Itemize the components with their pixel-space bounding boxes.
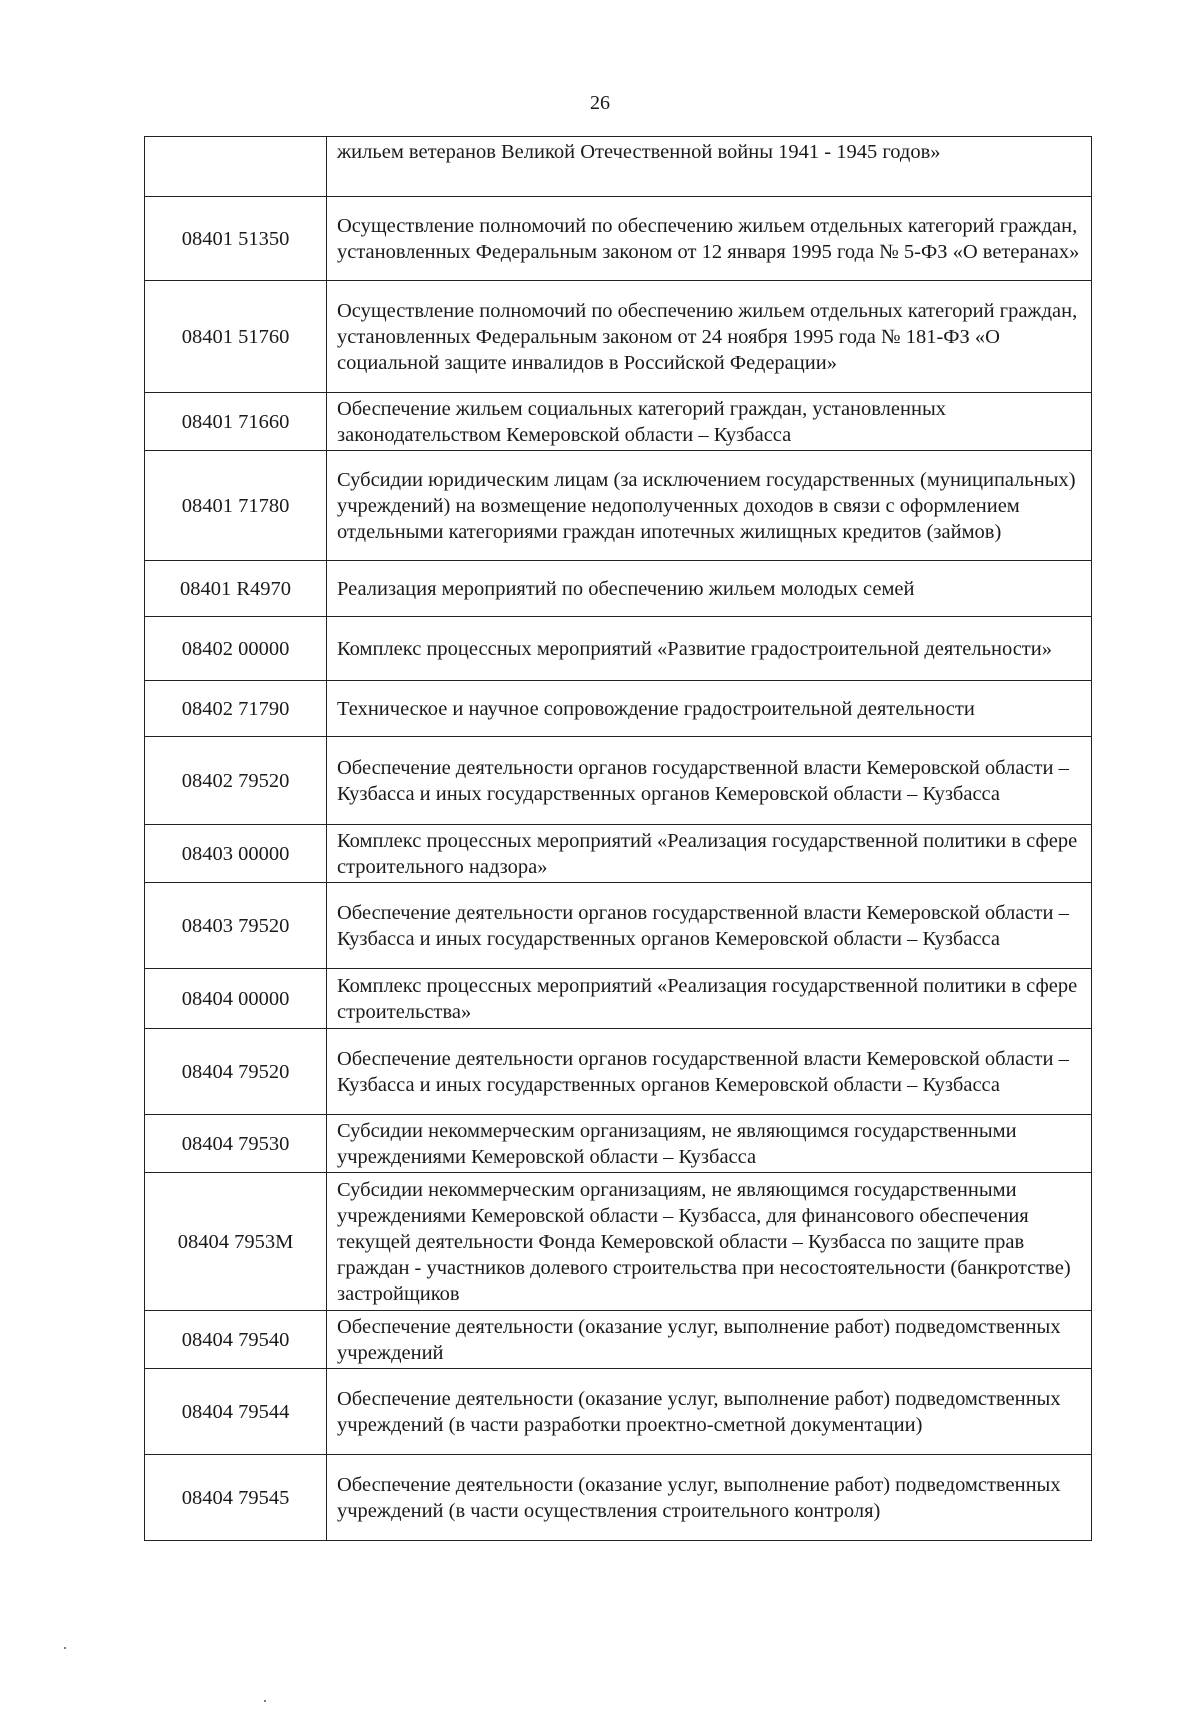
description-cell: Обеспечение деятельности органов государственной власти Кемеровской области – Кузбасса и иных государственных органов Кемеровской области – Кузбасса [327,883,1092,969]
description-cell: Обеспечение жильем социальных категорий граждан, установленных законодательством Кемеровской области – Кузбасса [327,393,1092,451]
description-cell: Субсидии юридическим лицам (за исключением государственных (муниципальных) учреждений) на возмещение недополученных доходов в связи с оформлением отдельными категориями граждан ипотечных жилищных кредитов (займов) [327,451,1092,561]
table-row [145,197,1092,281]
code-cell: 08402 71790 [145,681,327,737]
description-cell: Обеспечение деятельности органов государственной власти Кемеровской области – Кузбасса и иных государственных органов Кемеровской области – Кузбасса [327,1029,1092,1115]
table-row [145,281,1092,393]
code-cell: 08403 00000 [145,825,327,883]
table-row [145,1369,1092,1455]
table-row [145,825,1092,883]
code-cell: 08404 79520 [145,1029,327,1115]
description-cell: Реализация мероприятий по обеспечению жильем молодых семей [327,561,1092,617]
table-row [145,1311,1092,1369]
description-cell: Обеспечение деятельности (оказание услуг, выполнение работ) подведомственных учреждений [327,1311,1092,1369]
code-cell: 08402 00000 [145,617,327,681]
code-cell: 08403 79520 [145,883,327,969]
code-cell: 08404 79530 [145,1115,327,1173]
table-row [145,617,1092,681]
table-row [145,451,1092,561]
scan-speck [64,1647,66,1649]
scan-speck [264,1700,266,1702]
code-cell [145,137,327,197]
description-cell: Обеспечение деятельности (оказание услуг, выполнение работ) подведомственных учреждений (в части осуществления строительного контроля) [327,1455,1092,1541]
code-cell: 08401 51760 [145,281,327,393]
table-row [145,561,1092,617]
description-cell: Обеспечение деятельности (оказание услуг, выполнение работ) подведомственных учреждений (в части разработки проектно-сметной документации) [327,1369,1092,1455]
code-cell: 08404 7953M [145,1173,327,1311]
description-cell: Осуществление полномочий по обеспечению жильем отдельных категорий граждан, установленных Федеральным законом от 12 января 1995 года № 5-ФЗ «О ветеранах» [327,197,1092,281]
table-row [145,393,1092,451]
code-cell: 08404 00000 [145,969,327,1029]
code-cell: 08401 71660 [145,393,327,451]
table-row [145,137,1092,197]
code-cell: 08401 71780 [145,451,327,561]
table-row [145,1029,1092,1115]
description-cell: Комплекс процессных мероприятий «Развитие градостроительной деятельности» [327,617,1092,681]
table-row [145,1455,1092,1541]
description-cell: Комплекс процессных мероприятий «Реализация государственной политики в сфере строительного надзора» [327,825,1092,883]
table-row [145,681,1092,737]
description-cell: Комплекс процессных мероприятий «Реализация государственной политики в сфере строительства» [327,969,1092,1029]
description-cell: Техническое и научное сопровождение градостроительной деятельности [327,681,1092,737]
code-cell: 08401 R4970 [145,561,327,617]
table-row [145,883,1092,969]
table-row [145,969,1092,1029]
description-cell: Субсидии некоммерческим организациям, не являющимся государственными учреждениями Кемеровской области – Кузбасса, для финансового обеспечения текущей деятельности Фонда Кемеровской области – Кузбасса по защите прав граждан - участников долевого строительства при несостоятельности (банкротстве) застройщиков [327,1173,1092,1311]
code-cell: 08402 79520 [145,737,327,825]
table-row [145,1173,1092,1311]
code-cell: 08404 79545 [145,1455,327,1541]
table-row [145,1115,1092,1173]
budget-codes-table [144,136,1092,1541]
table-row [145,737,1092,825]
description-cell: Осуществление полномочий по обеспечению жильем отдельных категорий граждан, установленных Федеральным законом от 24 ноября 1995 года № 181-ФЗ «О социальной защите инвалидов в Российской Федерации» [327,281,1092,393]
description-cell: жильем ветеранов Великой Отечественной войны 1941 - 1945 годов» [327,137,1092,197]
description-cell: Субсидии некоммерческим организациям, не являющимся государственными учреждениями Кемеровской области – Кузбасса [327,1115,1092,1173]
code-cell: 08404 79544 [145,1369,327,1455]
code-cell: 08401 51350 [145,197,327,281]
description-cell: Обеспечение деятельности органов государственной власти Кемеровской области – Кузбасса и иных государственных органов Кемеровской области – Кузбасса [327,737,1092,825]
page-number: 26 [590,92,610,114]
code-cell: 08404 79540 [145,1311,327,1369]
